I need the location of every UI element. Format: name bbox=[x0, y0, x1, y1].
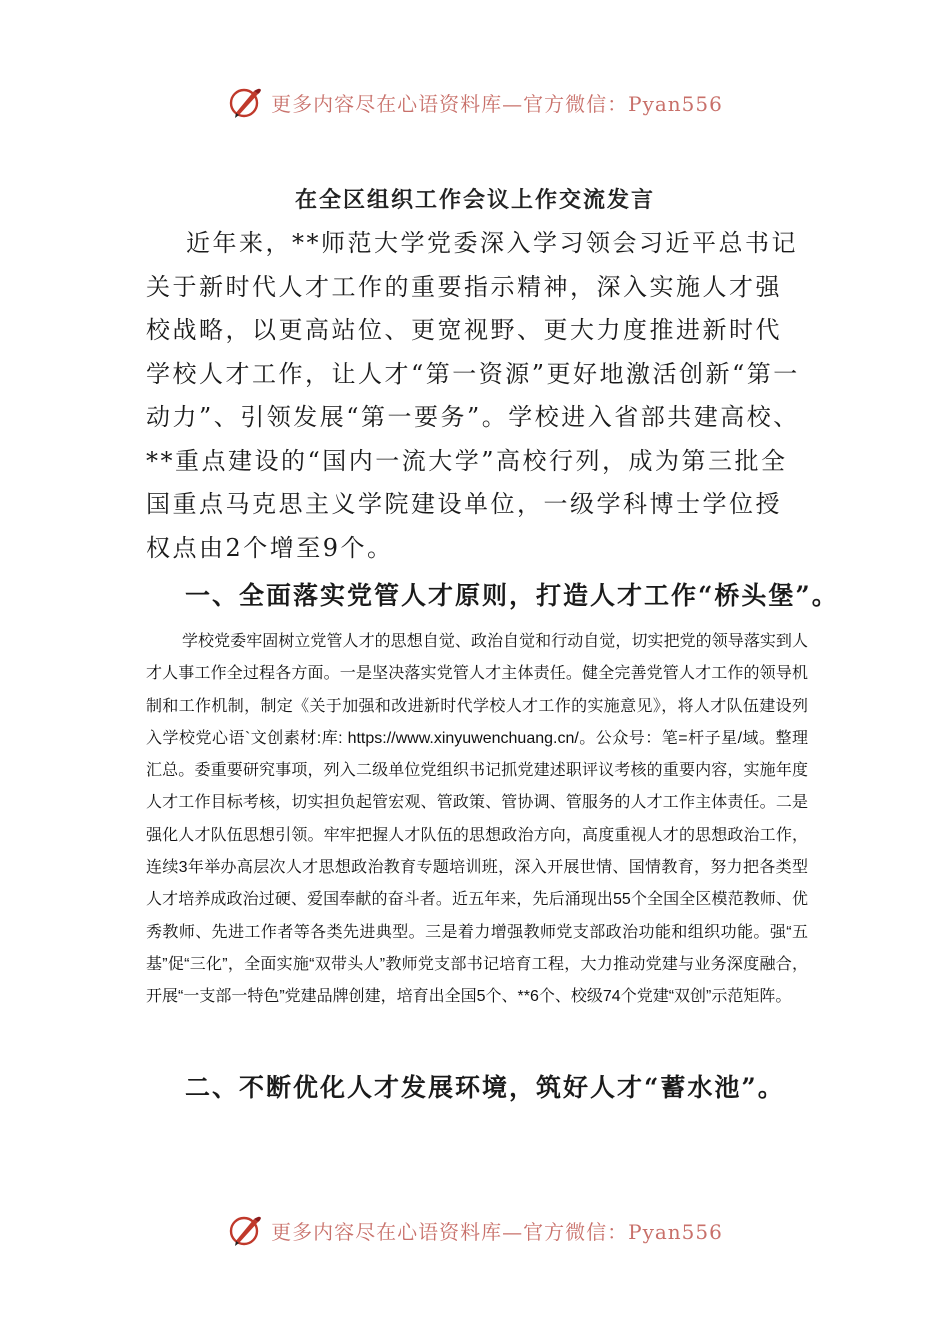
banner-text: 更多内容尽在心语资料库—官方微信：Pyan556 bbox=[271, 1219, 723, 1244]
quill-pen-logo-icon bbox=[227, 1212, 263, 1248]
intro-paragraph: 近年来，**师范大学党委深入学习领会习近平总书记关于新时代人才工作的重要指示精神，深入实施人才强校战略，以更高站位、更宽视野、更大力度推进新时代学校人才工作，让人才“第一资源”更好地激活创新“第一动力”、引领发展“第一要务”。学校进入省部共建高校、**重点建设的“国内一流大学”高校行列，成为第三批全国重点马克思主义学院建设单位，一级学科博士学位授权点由2个增至9个。 bbox=[146, 229, 800, 562]
document-title: 在全区组织工作会议上作交流发言 bbox=[294, 186, 655, 213]
section-heading-2: 二、不断优化人才发展环境，筑好人才“蓄水池”。 bbox=[185, 1073, 785, 1102]
quill-pen-logo-icon bbox=[227, 84, 263, 120]
banner-text: 更多内容尽在心语资料库—官方微信：Pyan556 bbox=[271, 91, 723, 116]
header-watermark-banner bbox=[0, 82, 950, 122]
section-body-1: 学校党委牢固树立党管人才的思想自觉、政治自觉和行动自觉，切实把党的领导落实到人才人事工作全过程各方面。一是坚决落实党管人才主体责任。健全完善党管人才工作的领导机制和工作机制，制定《关于加强和改进新时代学校人才工作的实施意见》，将人才队伍建设列入学校党心语`文创素材:库: https://www.xinyuwenchuang.cn/。公众号：笔=杆子星/域。整理汇总。委重要研究事项，列入二级单位党组织书记抓党建述职评议考核的重要内容，实施年度人才工作目标考核，切实担负起管宏观、管政策、管协调、管服务的人才工作主体责任。二是强化人才队伍思想引领。牢牢把握人才队伍的思想政治方向，高度重视人才的思想政治工作，连续3年举办高层次人才思想政治教育专题培训班，深入开展世情、国情教育，努力把各类型人才培养成政治过硬、爱国奉献的奋斗者。近五年来，先后涌现出55个全国全区模范教师、优秀教师、先进工作者等各类先进典型。三是着力增强教师党支部政治功能和组织功能。强“五基”促“三化”，全面实施“双带头人”教师党支部书记培育工程，大力推动党建与业务深度融合，开展“一支部一特色”党建品牌创建，培育出全国5个、**6个、校级74个党建“双创”示范矩阵。 bbox=[146, 633, 808, 1006]
footer-watermark-banner bbox=[0, 1210, 950, 1250]
section-heading-1: 一、全面落实党管人才原则，打造人才工作“桥头堡”。 bbox=[185, 581, 839, 610]
